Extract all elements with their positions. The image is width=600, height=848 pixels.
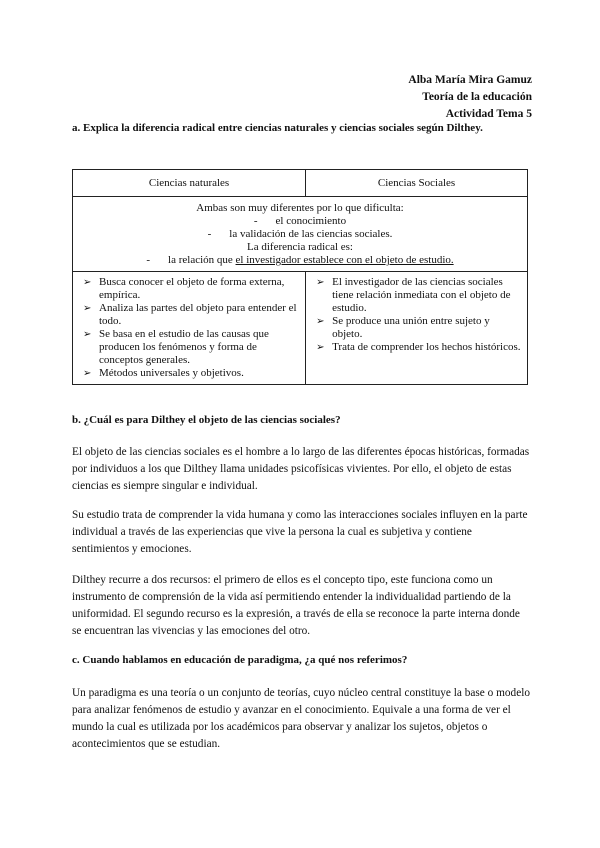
table-header-natural: Ciencias naturales: [73, 170, 306, 197]
comparison-table: [72, 169, 528, 385]
radical-label: La diferencia radical es:: [247, 241, 353, 253]
paragraph: El objeto de las ciencias sociales es el hombre a lo largo de las diferentes épocas históricas, formadas por individuos a los que Dilthey llama unidades psicofísicas vivientes. Por ello, el objeto de estas ciencias es siempre singular e individual.: [72, 446, 530, 492]
natural-sciences-cell: [73, 272, 306, 385]
underlined-text: el investigador establece con el objeto de estudio.: [235, 254, 454, 266]
list-item: ➢ Se produce una unión entre sujeto y objeto.: [316, 315, 521, 341]
social-sciences-cell: [306, 272, 528, 385]
author-name: Alba María Mira Gamuz: [408, 74, 532, 86]
activity-title: Actividad Tema 5: [445, 108, 532, 120]
common-item: - la relación que el investigador establece con el objeto de estudio.: [146, 254, 454, 266]
table-common-cell: [73, 197, 528, 272]
question-b: b. ¿Cuál es para Dilthey el objeto de las ciencias sociales?: [72, 414, 341, 426]
paragraph: Su estudio trata de comprender la vida humana y como las interacciones sociales influyen en la parte individual a través de las experiencias que vive la persona la cual es subjetiva y contiene sentimientos y emociones.: [72, 509, 528, 555]
course-name: Teoría de la educación: [422, 91, 532, 103]
common-item: - la validación de las ciencias sociales.: [207, 228, 393, 240]
list-item: ➢ Analiza las partes del objeto para entender el todo.: [83, 302, 299, 328]
question-c: c. Cuando hablamos en educación de paradigma, ¿a qué nos referimos?: [72, 654, 408, 666]
common-item: - el conocimiento: [253, 215, 347, 227]
common-intro: Ambas son muy diferentes por lo que dificulta:: [196, 202, 404, 214]
paragraph: Un paradigma es una teoría o un conjunto de teorías, cuyo núcleo central constituye la base o modelo para analizar fenómenos de estudio y avanzar en el conocimiento. Equivale a una forma de ver el mundo la cual es utilizada por los académicos para observar y analizar los sujetos, objetos o acontecimientos que se estudian.: [72, 687, 531, 750]
list-item: ➢ El investigador de las ciencias sociales tiene relación inmediata con el objeto de estudio.: [316, 276, 521, 315]
list-item: ➢ Se basa en el estudio de las causas que producen los fenómenos y forma de conceptos generales.: [83, 328, 299, 367]
table-header-social: Ciencias Sociales: [306, 170, 528, 197]
list-item: ➢ Métodos universales y objetivos.: [83, 367, 299, 380]
paragraph: Dilthey recurre a dos recursos: el primero de ellos es el concepto tipo, este funciona como un instrumento de comprensión de la vida así permitiendo entender la individualidad partiendo de la uniformidad. El segundo recurso es la expresión, a través de ella se reconoce la parte interna donde se encuentran las vivencias y las emociones del otro.: [72, 574, 520, 637]
list-item: ➢ Trata de comprender los hechos históricos.: [316, 341, 521, 354]
list-item: ➢ Busca conocer el objeto de forma externa, empírica.: [83, 276, 299, 302]
question-a: a. Explica la diferencia radical entre ciencias naturales y ciencias sociales según Dilthey.: [72, 122, 483, 134]
document-header: [408, 72, 532, 123]
